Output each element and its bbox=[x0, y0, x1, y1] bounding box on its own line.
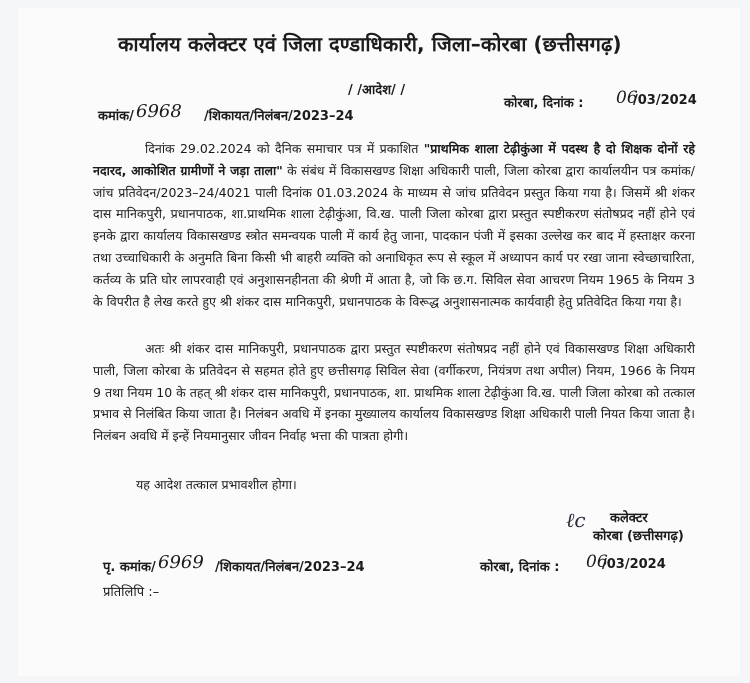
issue-date-day: 06 bbox=[616, 88, 638, 108]
news-headline: "प्राथमिक शाला टेढ़ीकुंआ में पदस्थ है दो शिक्षक दोनों रहे नदारद, आकोशित ग्रामीणों ने जड़ा ताला" bbox=[93, 141, 695, 178]
p1-intro: दिनांक 29.02.2024 को दैनिक समाचार पत्र में प्रकाशित bbox=[145, 141, 424, 156]
signature-scribble: ℓc bbox=[566, 508, 586, 532]
endorsement-date-day: 06 bbox=[586, 552, 608, 572]
signatory-place: कोरबा (छत्तीसगढ़) bbox=[593, 529, 684, 544]
endorsement-date-rest: /03/2024 bbox=[602, 557, 666, 572]
issue-date-rest: /03/2024 bbox=[633, 93, 697, 108]
body-paragraph-2: अतः श्री शंकर दास मानिकपुरी, प्रधानपाठक द्वारा प्रस्तुत स्पष्टीकरण संतोषप्रद नहीं होने एवं विकासखण्ड शिक्षा अधिकारी पाली, जिला कोरबा के प्रतिवेदन से सहमत होते हुए छत्तीसगढ़ सिविल सेवा (वर्गीकरण, नियंत्रण तथा अपील) नियम, 1966 के नियम 9 तथा नियम 10 के तहत् श्री शंकर दास मानिकपुरी, प्रधानपाठक, शा. प्राथमिक शाला टेढ़ीकुंआ वि.ख. पाली जिला कोरबा को तत्काल प्रभाव से निलंबित किया जाता है। निलंबन अवधि में इनका मुख्यालय कार्यालय विकासखण्ड शिक्षा अधिकारी पाली नियत किया जाता है। निलंबन अवधि में इन्हें नियमानुसार जीवन निर्वाह भत्ता की पात्रता होगी। bbox=[93, 341, 695, 444]
endorsement-number: 6969 bbox=[158, 552, 204, 573]
body-paragraph-3: यह आदेश तत्काल प्रभावशील होगा। bbox=[136, 477, 297, 492]
order-document bbox=[18, 8, 740, 676]
office-title: कार्यालय कलेक्टर एवं जिला दण्डाधिकारी, जिला–कोरबा (छत्तीसगढ़) bbox=[118, 32, 622, 56]
reference-number: 6968 bbox=[136, 101, 182, 122]
reference-suffix: /शिकायत/निलंबन/2023–24 bbox=[204, 109, 354, 124]
body-paragraph-1 bbox=[93, 138, 695, 312]
issue-date-label: कोरबा, दिनांक : bbox=[504, 96, 584, 111]
endorsement-suffix: /शिकायत/निलंबन/2023–24 bbox=[215, 560, 365, 575]
copy-to-label: प्रतिलिपि :– bbox=[103, 585, 160, 600]
endorsement-label: पृ. कमांक/ bbox=[103, 560, 156, 575]
signatory-title: कलेक्टर bbox=[610, 511, 648, 526]
p1-rest: के संबंध में विकासखण्ड शिक्षा अधिकारी पाली, जिला कोरबा द्वारा कार्यालयीन पत्र कमांक/जांच प्रतिवेदन/2023–24/4021 पाली दिनांक 01.03.2024 के माध्यम से जांच प्रतिवेदन प्रस्तुत किया गया है। जिसमें श्री शंकर दास मानिकपुरी, प्रधानपाठक, शा.प्राथमिक शाला टेढ़ीकुंआ, वि.ख. पाली जिला कोरबा द्वारा प्रस्तुत स्पष्टीकरण संतोषप्रद नहीं होने एवं इनके द्वारा कार्यालय विकासखण्ड स्त्रोत समन्वयक पाली में कार्य हेतु जाना, पादकान पंजी में इसका उल्लेख कर बाद में हस्ताक्षर करना तथा उच्चाधिकारी के अनुमति बिना किसी भी बाहरी व्यक्ति को अनाधिकृत रूप से स्कूल में अध्यापन कार्य पर रखा जाना स्वेच्छाचारिता, कर्तव्य के प्रति घोर लापरवाही एवं अनुशासनहीनता की श्रेणी में आता है, जो कि छ.ग. सिविल सेवा आचरण नियम 1965 के नियम 3 के विपरीत है लेख करते हुए श्री शंकर दास मानिकपुरी, प्रधानपाठक के विरूद्ध अनुशासनात्मक कार्यवाही हेतु प्रतिवेदित किया गया है। bbox=[93, 162, 695, 309]
endorsement-date-label: कोरबा, दिनांक : bbox=[480, 560, 560, 575]
order-label: / /आदेश/ / bbox=[348, 83, 406, 98]
reference-label: कमांक/ bbox=[98, 109, 134, 124]
